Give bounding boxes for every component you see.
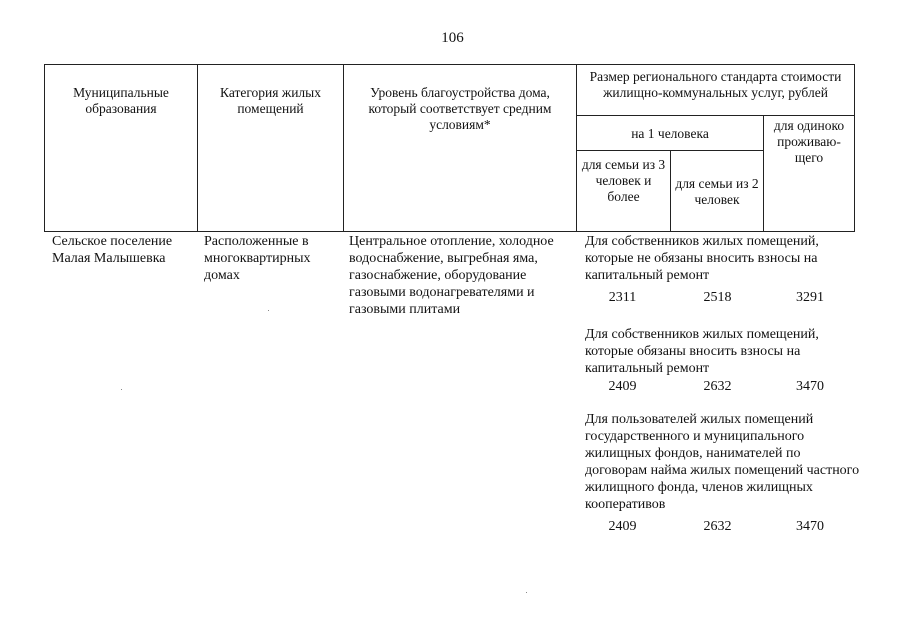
value-family-3: 2311 — [608, 290, 637, 305]
header-table — [44, 64, 855, 232]
page-number: 106 — [441, 30, 464, 46]
row-category: Расположенные в многоквартирных домах — [204, 234, 311, 283]
scan-speck — [268, 310, 269, 311]
header-municipality: Муниципальные образования — [45, 65, 198, 232]
value-single: 3470 — [796, 379, 824, 394]
scan-speck — [526, 592, 527, 593]
header-family-3: для семьи из 3 человек и более — [577, 151, 671, 232]
value-single: 3291 — [796, 290, 824, 305]
value-family-3: 2409 — [608, 379, 637, 394]
header-single: для одиноко проживаю-щего — [764, 116, 855, 232]
row-amenity-level: Центральное отопление, холодное водоснабжение, выгребная яма, газоснабжение, оборудование газовыми водонагревателями и газовыми плитами — [349, 234, 554, 317]
value-family-2: 2632 — [703, 379, 732, 394]
group-3-label: Для пользователей жилых помещений государственного и муниципального жилищных фондов, нанимателей по договорам найма жилых помещений частного жилищного фонда, членов жилищных кооперативов — [585, 412, 860, 512]
row-municipality: Сельское поселение Малая Малышевка — [52, 234, 173, 266]
header-family-2: для семьи из 2 человек — [671, 151, 764, 232]
group-1-label: Для собственников жилых помещений, которые не обязаны вносить взносы на капитальный ремонт — [585, 234, 819, 283]
header-standard-size: Размер регионального стандарта стоимости жилищно-коммунальных услуг, рублей — [577, 65, 855, 116]
scan-speck — [121, 389, 122, 390]
value-family-2: 2518 — [703, 290, 732, 305]
value-family-2: 2632 — [703, 519, 732, 534]
value-family-3: 2409 — [608, 519, 637, 534]
header-amenity-level: Уровень благоустройства дома, который соответствует средним условиям* — [344, 65, 577, 232]
group-2-label: Для собственников жилых помещений, которые обязаны вносить взносы на капитальный ремонт — [585, 327, 819, 376]
header-category: Категория жилых помещений — [198, 65, 344, 232]
value-single: 3470 — [796, 519, 824, 534]
header-per-person: на 1 человека — [577, 116, 764, 151]
